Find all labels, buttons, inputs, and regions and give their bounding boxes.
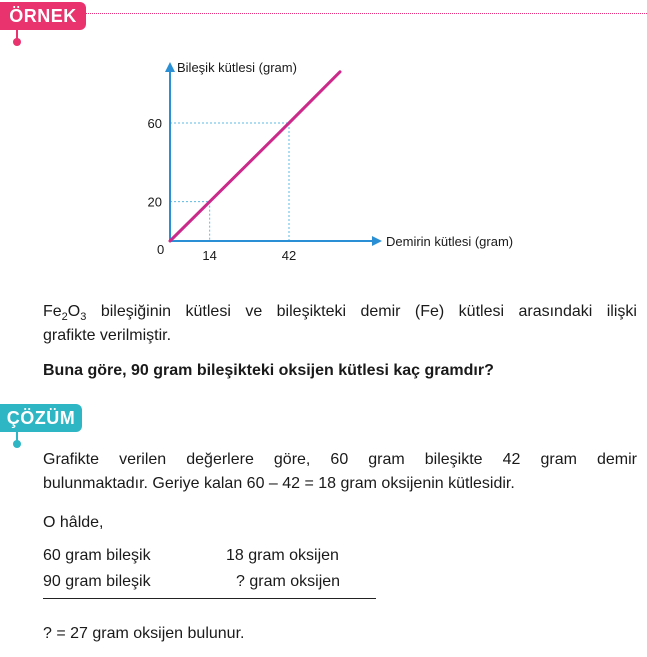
problem-word: ilişki bbox=[606, 303, 637, 320]
solution-word: 42 bbox=[502, 451, 521, 468]
y-tick-label-0: 20 bbox=[147, 194, 162, 210]
ratio-row1-left: 60 gram bileşik bbox=[43, 547, 151, 564]
solution-badge: ÇÖZÜM bbox=[0, 404, 82, 432]
problem-line-2: grafikte verilmiştir. bbox=[43, 327, 172, 344]
problem-word: arasındaki bbox=[518, 303, 593, 320]
y-tick-label-1: 60 bbox=[147, 116, 162, 131]
y-axis-arrow bbox=[165, 62, 175, 72]
problem-word: bileşiğinin bbox=[100, 303, 172, 320]
problem-word: ve bbox=[245, 303, 263, 320]
example-badge: ÖRNEK bbox=[0, 2, 86, 30]
problem-word: kütlesi bbox=[458, 303, 505, 320]
x-tick-label-1: 42 bbox=[281, 248, 297, 263]
solution-word: demir bbox=[596, 451, 637, 468]
problem-word: (Fe) bbox=[414, 303, 445, 320]
solution-word: Grafikte bbox=[43, 451, 100, 468]
solution-word: göre, bbox=[273, 451, 311, 468]
solution-word: gram bbox=[540, 451, 577, 468]
series-line-0 bbox=[170, 72, 340, 241]
solution-text bbox=[43, 448, 637, 496]
ratio-row2-right: ? gram oksijen bbox=[236, 573, 341, 590]
solution-word: 60 bbox=[330, 451, 349, 468]
y-axis-label: Bileşik kütlesi (gram) bbox=[177, 60, 297, 75]
answer-text: ? = 27 gram oksijen bulunur. bbox=[43, 625, 245, 642]
problem-word: kütlesi bbox=[185, 303, 231, 320]
problem-word: demir bbox=[360, 303, 401, 320]
formula-fe2o3: $Fe_2O_3$ bbox=[43, 303, 87, 323]
ratio-row2-left: 90 gram bileşik bbox=[43, 573, 151, 590]
origin-label: 0 bbox=[157, 242, 165, 257]
question-text: Buna göre, 90 gram bileşikteki oksijen kütlesi kaç gramdır? bbox=[43, 362, 494, 379]
x-axis-label: Demirin kütlesi (gram) bbox=[386, 234, 514, 249]
ohalde-text: O hâlde, bbox=[43, 514, 104, 531]
solution-word: gram bbox=[368, 451, 405, 468]
solution-word: verilen bbox=[119, 451, 167, 468]
ratio-divider bbox=[43, 598, 376, 599]
x-tick-label-0: 14 bbox=[202, 248, 217, 263]
problem-word: bileşikteki bbox=[276, 303, 347, 320]
solution-line-2: bulunmaktadır. Geriye kalan 60 – 42 = 18 gram oksijenin kütlesidir. bbox=[43, 475, 515, 492]
x-axis-arrow bbox=[372, 236, 382, 246]
solution-word: değerlere bbox=[186, 451, 254, 468]
solution-word: bileşikte bbox=[424, 451, 483, 468]
problem-text bbox=[43, 300, 637, 348]
ratio-row1-right: 18 gram oksijen bbox=[226, 547, 339, 564]
solution-badge-pin bbox=[16, 432, 18, 444]
mass-relation-chart bbox=[0, 0, 647, 280]
